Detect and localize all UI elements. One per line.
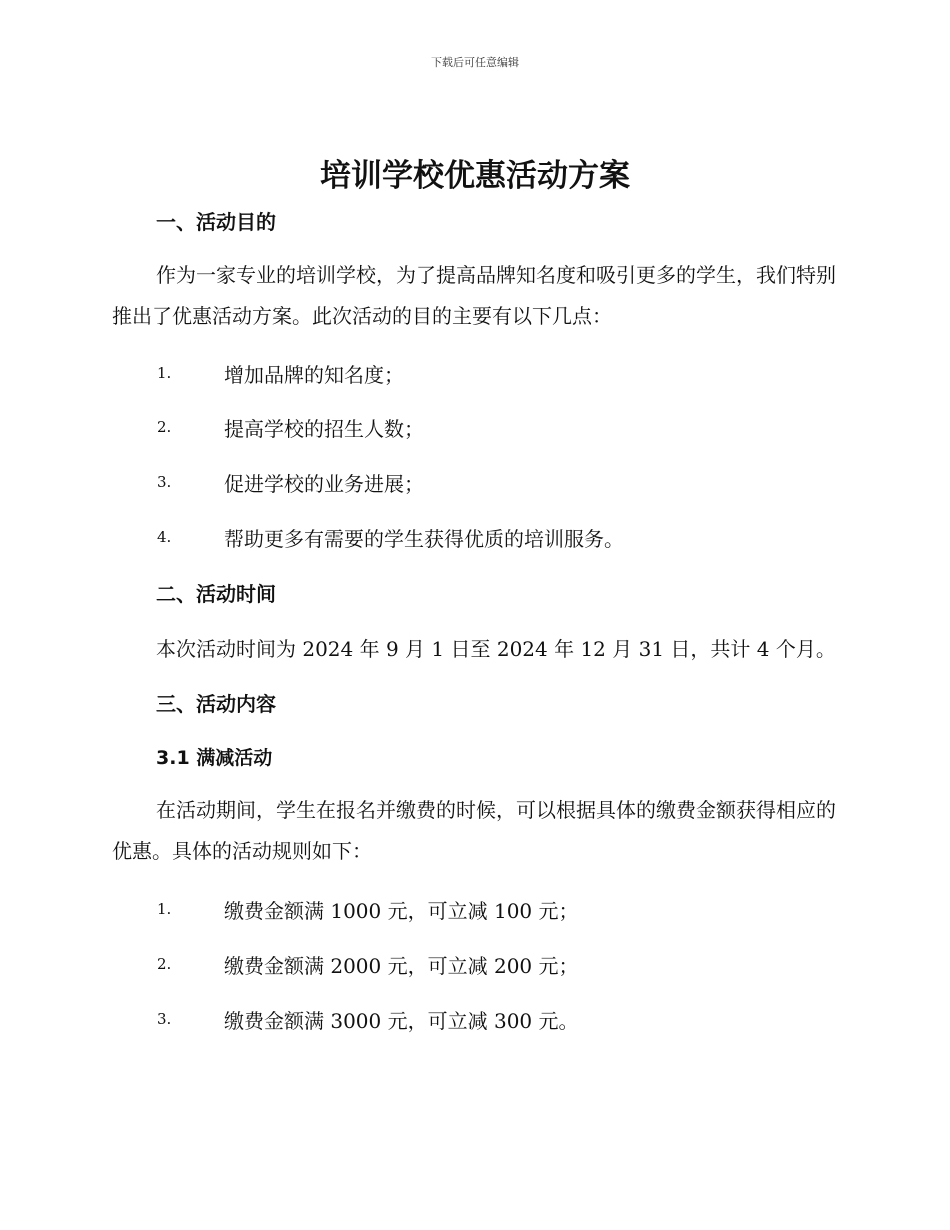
purpose-paragraph: 作为一家专业的培训学校，为了提高品牌知名度和吸引更多的学生，我们特别推出了优惠活动方案。此次活动的目的主要有以下几点： [112, 263, 836, 328]
list-number: 3. [157, 473, 172, 491]
list-number: 4. [157, 528, 172, 546]
list-item: 缴费金额满 3000 元，可立减 300 元。 [224, 1009, 579, 1033]
list-number: 2. [157, 955, 172, 973]
document-title: 培训学校优惠活动方案 [320, 158, 630, 194]
list-item: 帮助更多有需要的学生获得优质的培训服务。 [224, 527, 624, 551]
list-item: 促进学校的业务进展； [224, 472, 424, 496]
list-number: 3. [157, 1010, 172, 1028]
list-item: 缴费金额满 1000 元，可立减 100 元； [224, 899, 579, 923]
header-note: 下载后可任意编辑 [431, 56, 519, 69]
list-number: 1. [157, 364, 172, 382]
list-item: 增加品牌的知名度； [224, 363, 404, 387]
list-number: 1. [157, 900, 172, 918]
discount-paragraph: 在活动期间，学生在报名并缴费的时候，可以根据具体的缴费金额获得相应的优惠。具体的活动规则如下： [112, 798, 836, 863]
section-heading-purpose: 一、活动目的 [156, 210, 276, 234]
list-number: 2. [157, 418, 172, 436]
time-text: 本次活动时间为 2024 年 9 月 1 日至 2024 年 12 月 31 日，共计 4 个月。 [156, 637, 836, 661]
section-heading-content: 三、活动内容 [156, 692, 276, 716]
section-heading-time: 二、活动时间 [156, 582, 276, 606]
subsection-heading-discount: 3.1 满减活动 [156, 747, 273, 769]
list-item: 缴费金额满 2000 元，可立减 200 元； [224, 954, 579, 978]
list-item: 提高学校的招生人数； [224, 417, 424, 441]
